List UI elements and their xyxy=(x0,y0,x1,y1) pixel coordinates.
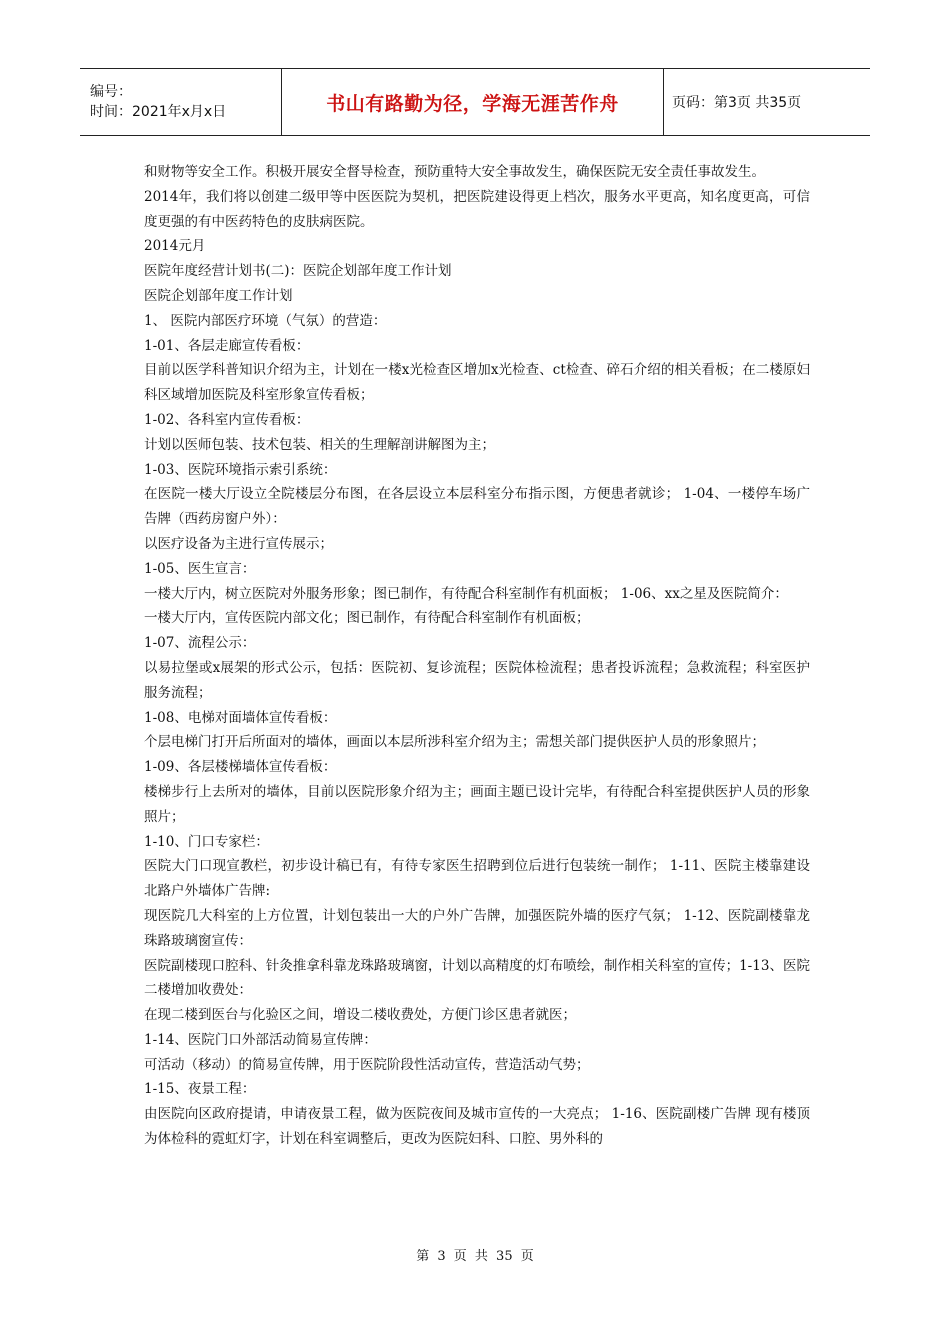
item-heading: 1-03、医院环境指示索引系统： xyxy=(144,461,337,478)
paragraph: 一楼大厅内，树立医院对外服务形象；图已制作，有待配合科室制作有机面板； 1-06、xx之星及医院简介： xyxy=(144,585,788,602)
doc-number-label: 编号： xyxy=(90,84,132,100)
header-slogan-cell xyxy=(282,69,664,135)
paragraph: 计划以医师包装、技术包装、相关的生理解剖讲解图为主； xyxy=(144,436,495,453)
section-heading: 医院企划部年度工作计划 xyxy=(144,287,293,304)
section-heading: 1、 医院内部医疗环境（气氛）的营造： xyxy=(144,312,387,329)
paragraph: 在现二楼到医台与化验区之间，增设二楼收费处，方便门诊区患者就医； xyxy=(144,1007,576,1024)
paragraph: 可活动（移动）的简易宣传牌，用于医院阶段性活动宣传，营造活动气势； xyxy=(144,1056,590,1073)
page-footer: 第 3 页 共 35 页 xyxy=(416,1249,534,1264)
header-page-cell xyxy=(664,69,870,135)
paragraph: 在医院一楼大厅设立全院楼层分布图，在各层设立本层科室分布指示图，方便患者就诊； 1-04、一楼停车场广告牌（西药房窗户外）： xyxy=(144,486,810,528)
item-heading: 1-10、门口专家栏： xyxy=(144,833,269,850)
item-heading: 1-05、医生宣言： xyxy=(144,560,256,577)
header-slogan: 书山有路勤为径，学海无涯苦作舟 xyxy=(326,92,619,115)
paragraph: 2014元月 xyxy=(144,238,206,255)
page-header xyxy=(80,68,870,136)
paragraph: 医院大门口现宣教栏，初步设计稿已有，有待专家医生招聘到位后进行包装统一制作； 1-11、医院主楼靠建设北路户外墙体广告牌: xyxy=(144,858,810,900)
paragraph: 由医院向区政府提请，申请夜景工程，做为医院夜间及城市宣传的一大亮点； 1-16、医院副楼广告牌 现有楼顶为体检科的霓虹灯字，计划在科室调整后，更改为医院妇科、口腔、男外科的 xyxy=(144,1106,810,1148)
item-heading: 1-09、各层楼梯墙体宣传看板： xyxy=(144,759,337,776)
paragraph: 现医院几大科室的上方位置，计划包装出一大的户外广告牌，加强医院外墙的医疗气氛； 1-12、医院副楼靠龙珠路玻璃窗宣传： xyxy=(144,907,810,949)
paragraph: 以易拉堡或x展架的形式公示，包括：医院初、复诊流程；医院体检流程；患者投诉流程；急救流程；科室医护服务流程； xyxy=(144,659,810,701)
paragraph: 2014年，我们将以创建二级甲等中医医院为契机，把医院建设得更上档次，服务水平更高，知名度更高，可信度更强的有中医药特色的皮肤病医院。 xyxy=(144,188,810,230)
header-page-label: 页码：第3页 共35页 xyxy=(672,95,802,111)
paragraph: 和财物等安全工作。积极开展安全督导检查，预防重特大安全事故发生，确保医院无安全责任事故发生。 xyxy=(144,164,765,180)
item-heading: 1-01、各层走廊宣传看板： xyxy=(144,337,310,354)
paragraph: 目前以医学科普知识介绍为主，计划在一楼x光检查区增加x光检查、ct检查、碎石介绍的相关看板；在二楼原妇科区域增加医院及科室形象宣传看板； xyxy=(144,362,810,404)
paragraph: 一楼大厅内，宣传医院内部文化；图已制作，有待配合科室制作有机面板； xyxy=(144,610,590,627)
header-meta xyxy=(80,69,282,135)
item-heading: 1-02、各科室内宣传看板： xyxy=(144,411,310,428)
section-heading: 医院年度经营计划书(二)：医院企划部年度工作计划 xyxy=(144,263,452,280)
paragraph: 楼梯步行上去所对的墙体，目前以医院形象介绍为主；画面主题已设计完毕，有待配合科室提供医护人员的形象照片； xyxy=(144,783,810,825)
document-body xyxy=(144,160,810,1152)
item-heading: 1-15、夜景工程： xyxy=(144,1081,256,1098)
item-heading: 1-08、电梯对面墙体宣传看板： xyxy=(144,709,337,726)
item-heading: 1-14、医院门口外部活动简易宣传牌： xyxy=(144,1031,377,1048)
item-heading: 1-07、流程公示： xyxy=(144,635,256,652)
paragraph: 以医疗设备为主进行宣传展示； xyxy=(144,535,333,552)
doc-time-label: 时间：2021年x月x日 xyxy=(90,104,227,120)
paragraph: 医院副楼现口腔科、针灸推拿科靠龙珠路玻璃窗，计划以高精度的灯布喷绘，制作相关科室的宣传；1-13、医院二楼增加收费处： xyxy=(144,957,810,999)
paragraph: 个层电梯门打开后所面对的墙体，画面以本层所涉科室介绍为主；需想关部门提供医护人员的形象照片； xyxy=(144,734,765,751)
